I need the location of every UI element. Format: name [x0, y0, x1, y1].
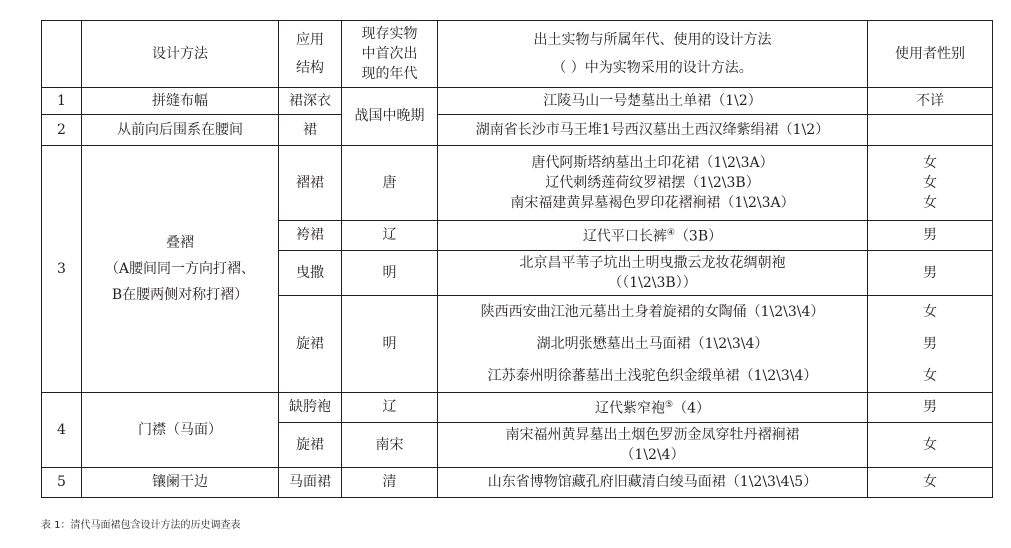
footnote-mark: ⑤ [665, 400, 674, 411]
header-items: 出土实物与所属年代、使用的设计方法 （ ）中为实物采用的设计方法。 [438, 21, 868, 88]
header-era: 现存实物 中首次出 现的年代 [342, 21, 438, 88]
era-cell: 明 [342, 251, 438, 296]
footnote-mark: ④ [666, 228, 675, 239]
item-line: 江苏泰州明徐蕃墓出土浅驼色织金缎单裙（1\2\3\4） [487, 368, 818, 384]
method-cell: 从前向后围系在腰间 [82, 115, 279, 146]
row-number: 3 [42, 146, 82, 393]
item-cell: 辽代平口长裤④（3B） [438, 221, 868, 251]
item-cell: 南宋福州黄昇墓出土烟色罗沥金凤穿牡丹褶裥裙 （1\2\4） [438, 423, 868, 468]
table-row [42, 88, 993, 115]
item-line: 陕西西安曲江池元墓出土身着旋裙的女陶俑（1\2\3\4） [480, 304, 825, 320]
table-row [42, 393, 993, 423]
header-row [42, 21, 993, 88]
structure-cell: 褶裙 [279, 146, 342, 221]
history-survey-table [41, 20, 993, 498]
item-cell [438, 296, 868, 393]
era-cell: 辽 [342, 393, 438, 423]
gender-cell: 男 [868, 393, 993, 423]
gender-cell: 男 [868, 251, 993, 296]
item-line: 唐代阿斯塔纳墓出土印花裙（1\2\3A） [531, 155, 774, 171]
era-cell: 战国中晚期 [342, 88, 438, 146]
structure-cell: 缺胯袍 [279, 393, 342, 423]
gender-cell: 不详 [868, 88, 993, 115]
item-line: 辽代刺绣莲荷纹罗裙摆（1\2\3B） [545, 175, 760, 191]
row-number: 4 [42, 393, 82, 468]
structure-cell: 旋裙 [279, 423, 342, 468]
item-line: 湖北明张懋墓出土马面裙（1\2\3\4） [536, 336, 769, 352]
item-cell: 湖南省长沙市马王堆1号西汉墓出土西汉绛紫绢裙（1\2） [438, 115, 868, 146]
table-caption: 表 1：清代马面裙包含设计方法的历史调查表 [41, 520, 241, 531]
structure-cell: 袴裙 [279, 221, 342, 251]
gender-cell: 女 [868, 423, 993, 468]
era-cell: 明 [342, 296, 438, 393]
method-cell: 镶阑干边 [82, 468, 279, 498]
header-method: 设计方法 [82, 21, 279, 88]
gender-cell [868, 115, 993, 146]
era-cell: 南宋 [342, 423, 438, 468]
row-number: 1 [42, 88, 82, 115]
structure-cell: 马面裙 [279, 468, 342, 498]
method-cell: 拼缝布幅 [82, 88, 279, 115]
header-structure: 应用 结构 [279, 21, 342, 88]
gender-cell: 女 男 女 [868, 296, 993, 393]
gender-cell: 男 [868, 221, 993, 251]
item-cell: 山东省博物馆藏孔府旧藏清白绫马面裙（1\2\3\4\5） [438, 468, 868, 498]
item-cell: 北京昌平苇子坑出土明曳撒云龙妆花绸朝袍 （（1\2\3B）） [438, 251, 868, 296]
item-cell [438, 146, 868, 221]
structure-cell: 裙 [279, 115, 342, 146]
row-number: 5 [42, 468, 82, 498]
row-number: 2 [42, 115, 82, 146]
method-cell: 叠褶 （A腰间同一方向打褶、 B在腰两侧对称打褶） [82, 146, 279, 393]
header-gender: 使用者性别 [868, 21, 993, 88]
item-cell: 辽代紫窄袍⑤（4） [438, 393, 868, 423]
item-cell: 江陵马山一号楚墓出土单裙（1\2） [438, 88, 868, 115]
structure-cell: 裙深衣 [279, 88, 342, 115]
table-row [42, 115, 993, 146]
table-row [42, 146, 993, 221]
gender-cell: 女 [868, 468, 993, 498]
item-line: 南宋福建黄昇墓褐色罗印花褶裥裙（1\2\3A） [510, 195, 795, 211]
era-cell: 辽 [342, 221, 438, 251]
method-cell: 门襟（马面） [82, 393, 279, 468]
era-cell: 唐 [342, 146, 438, 221]
era-cell: 清 [342, 468, 438, 498]
structure-cell: 曳撒 [279, 251, 342, 296]
header-num [42, 21, 82, 88]
structure-cell: 旋裙 [279, 296, 342, 393]
table-row [42, 468, 993, 498]
gender-cell: 女 女 女 [868, 146, 993, 221]
